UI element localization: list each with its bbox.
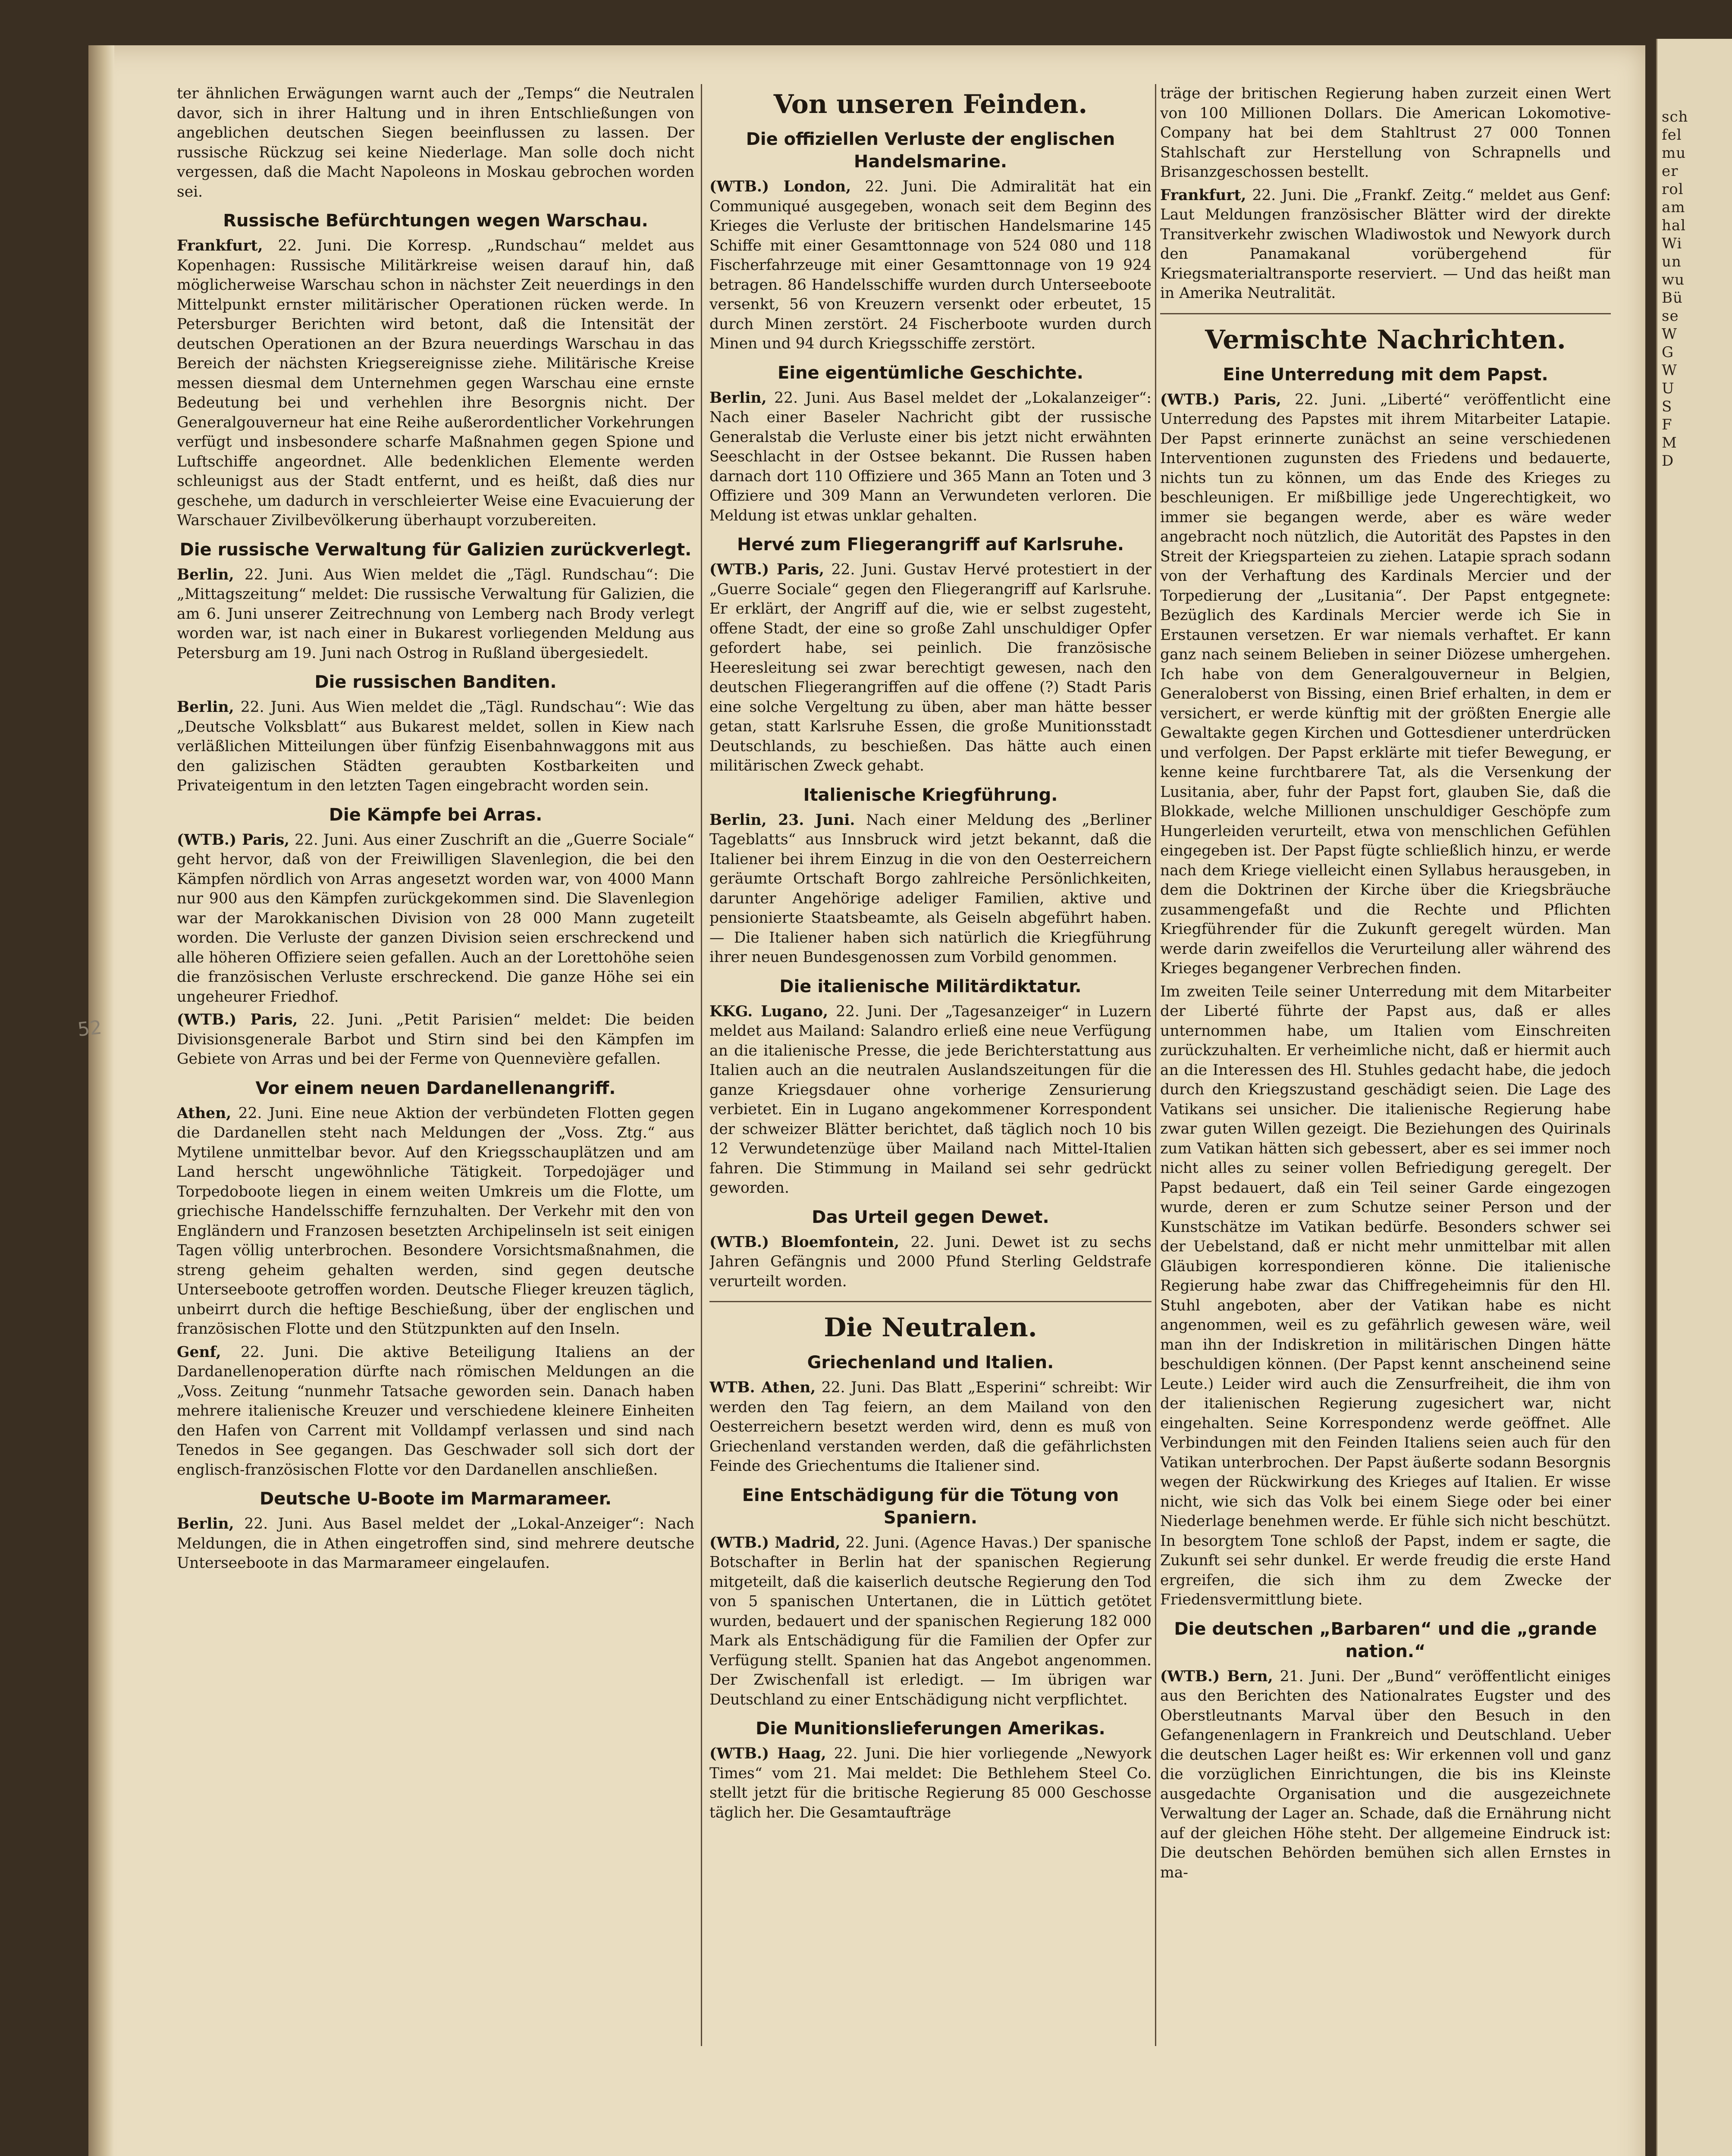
dateline: Berlin, <box>177 566 234 583</box>
article-headline: Eine Entschädigung für die Tötung von Spaniern. <box>742 1485 1119 1528</box>
section-divider <box>1160 313 1611 314</box>
article-headline: Eine eigentümliche Geschichte. <box>778 363 1083 383</box>
article-headline: Vor einem neuen Dardanellenangriff. <box>255 1078 616 1098</box>
paragraph-text: 22. Juni. Die hier vorliegende „Newyork Times“ vom 21. Mai meldet: Die Bethlehem Steel Co. stellt jetzt für die britische Regierung 85 000 Geschosse täglich her. Die Gesamtaufträge <box>709 1745 1152 1821</box>
article-headline: Die offiziellen Verluste der englischen Handelsmarine. <box>746 129 1115 172</box>
article-paragraph <box>177 236 694 531</box>
paragraph-text: 22. Juni. Aus Wien meldet die „Tägl. Rundschau“: Die „Mittagszeitung“ meldet: Die russische Verwaltung für Galizien, die am 6. Juni unserer Zeitrechnung von Lemberg nach Brody verlegt worden war, ist nach einer in Bukarest vorliegenden Meldung aus Petersburg am 19. Juni nach Ostrog in Rußland übergesiedelt. <box>177 566 694 662</box>
column-left <box>177 84 694 2068</box>
section-divider <box>709 1301 1152 1302</box>
paragraph-text: 22. Juni. „Liberté“ veröffentlicht eine Unterredung des Papstes mit ihrem Mitarbeiter Latapie. Der Papst erinnerte zunächst an seine verschiedenen Interventionen zugunsten des Friedens und bedauerte, nichts tun zu können, um das Ende des Krieges zu beschleunigen. Er mißbillige jede Ungerechtigkeit, wo immer sie begangen werde, aber es wäre weder angebracht noch nützlich, die Autorität des Papstes in den Streit der Kriegsparteien zu ziehen. Latapie sprach sodann von der Verhaftung des Kardinals Mercier und der Torpedierung der „Lusitania“. Der Papst entgegnete: Bezüglich des Kardinals Mercier werde ich Sie in Erstaunen versetzen. Er war niemals verhaftet. Er kann ganz nach seinem Belieben in seiner Diözese umhergehen. Ich habe von dem Generalgouverneur in Belgien, Generaloberst von Bissing, einen Brief erhalten, in dem er versichert, er werde künftig mit der größten Energie alle Gewaltakte gegen Kirchen und Gottesdiener unterdrücken und verfolgen. Der Papst erklärte mit tiefer Bewegung, er kenne keine furchtbarere Tat, als die Versenkung der Lusitania, aber, fuhr der Papst fort, glauben Sie, daß die Blokkade, welche Millionen unschuldiger Geschöpfe zum Hungerleiden verurteilt, etwa von menschlichen Gefühlen eingegeben ist. Der Papst fügte schließlich hinzu, er werde nach dem Kriege vielleicht einen Syllabus herausgeben, in dem die Doktrinen der Kirche über die Kriegsbräuche zusammengefaßt und die Rechte und Pflichten Kriegführender für die Zukunft geregelt würden. Man werde darin zweifellos die Verurteilung aller während des Krieges begangener Verbrechen finden. <box>1160 391 1611 977</box>
paragraph-text: 22. Juni. „Petit Parisien“ meldet: Die beiden Divisionsgenerale Barbot und Stirn sind bei den Kämpfen im Gebiete von Arras und bei der Ferme von Quennevière gefallen. <box>177 1011 694 1068</box>
article-headline: Hervé zum Fliegerangriff auf Karlsruhe. <box>737 535 1124 555</box>
dateline: KKG. Lugano, <box>709 1003 828 1020</box>
paragraph-text: träge der britischen Regierung haben zurzeit einen Wert von 100 Millionen Dollars. Die American Lokomotive-Company hat bei dem Stahltrust 27 000 Tonnen Stahlschaft zur Herstellung von Schrapnells und Brisanzgeschossen bestellt. <box>1160 85 1611 181</box>
article-paragraph <box>709 1233 1152 1292</box>
article-paragraph <box>177 830 694 1007</box>
article-headline: Die Kämpfe bei Arras. <box>329 805 543 825</box>
paragraph-text: ter ähnlichen Erwägungen warnt auch der „Temps“ die Neutralen davor, sich in ihrer Haltung und in ihren Entschließungen von angeblichen deutschen Siegen beeinflussen zu lassen. Der russische Rückzug sei keine Niederlage. Man solle doch nicht vergessen, daß die Macht Napoleons in Moskau gebrochen worden sei. <box>177 85 694 201</box>
dateline: (WTB.) London, <box>709 178 851 195</box>
paragraph-text: 22. Juni. Aus Basel meldet der „Lokalanzeiger“: Nach einer Baseler Nachricht gibt der russische Generalstab die Verluste einer bis jetzt nicht erwähnten Seeschlacht in der Ostsee bekannt. Die Russen haben darnach dort 110 Offiziere und 365 Mann an Toten und 3 Offiziere und 309 Mann an Verwundeten verloren. Die Meldung ist etwas unklar gehalten. <box>709 389 1152 524</box>
dateline: (WTB.) Bloemfontein, <box>709 1233 900 1251</box>
dateline: Berlin, <box>709 389 767 407</box>
article-paragraph <box>709 1002 1152 1198</box>
dateline: (WTB.) Paris, <box>1160 391 1281 408</box>
paragraph-text: Im zweiten Teile seiner Unterredung mit dem Mitarbeiter der Liberté führte der Papst aus, daß er alles unternommen habe, um Italien vom Einschreiten zurückzuhalten. Er verheimliche nicht, daß er hiermit auch an die Interessen des Hl. Stuhles gedacht habe, die jedoch durch den Kriegszustand geschädigt seien. Die Lage des Vatikans sei unsicher. Die italienische Regierung habe zwar guten Willen gezeigt. Die Beziehungen des Quirinals zum Vatikan hätten sich gebessert, aber es sei immer noch nicht alles zu seiner vollen Befriedigung geregelt. Der Papst bedauert, daß ein Teil seiner Garde eingezogen wurde, deren er zum Schutze seiner Person und der Kunstschätze im Vatikan bedürfe. Besonders schwer sei der Uebelstand, daß er nicht mehr unmittelbar mit allen Gläubigen korrespondieren könne. Die italienische Regierung habe zwar das Chiffregeheimnis für den Hl. Stuhl angeboten, aber der Vatikan habe es nicht angenommen, weil es zu gefährlich gewesen wäre, weil man ihn der Indiskretion in militärischen Dingen hätte beschuldigen können. (Der Papst kennt anscheinend seine Leute.) Leider wird auch die Zensurfreiheit, die ihm von der italienischen Regierung zugesichert war, nicht eingehalten. Seine Korrespondenz werde geöffnet. Alle Verbindungen mit den Feinden Italiens seien auch für den Vatikan unterbrochen. Der Papst äußerte sodann Besorgnis wegen der Rückwirkung des Krieges auf Italien. Er wisse nicht, wie sich das Volk bei einem Siege oder bei einer Niederlage benehmen werde. Er fühle sich nicht beschützt. In besorgtem Tone schloß der Papst, indem er sagte, die Zukunft sei sehr dunkel. Er werde freudig die erste Hand ergreifen, die sich ihm zu dem Zwecke der Friedensvermittlung biete. <box>1160 983 1611 1608</box>
article-paragraph <box>1160 982 1611 1610</box>
article-headline: Die russische Verwaltung für Galizien zurückverlegt. <box>179 539 692 560</box>
article-paragraph <box>709 811 1152 968</box>
dateline: (WTB.) Haag, <box>709 1745 826 1762</box>
column-rule-2 <box>1155 84 1156 2046</box>
article-paragraph <box>1160 186 1611 304</box>
article-paragraph <box>1160 1667 1611 1883</box>
article-paragraph <box>177 698 694 796</box>
page-binding-edge <box>88 45 114 2156</box>
paragraph-text: 22. Juni. Die Korresp. „Rundschau“ meldet aus Kopenhagen: Russische Militärkreise weisen darauf hin, daß möglicherweise Warschau schon in nächster Zeit neuerdings in den Mittelpunkt ernster militärischer Operationen rücken werde. In Petersburger Berichten wird betont, daß die Intensität der deutschen Operationen an der Bzura neuerdings Warschau in das Bereich der nächsten Kriegsereignisse ziehe. Militärische Kreise messen diesmal dem Unternehmen gegen Warschau eine ernste Bedeutung bei und verhehlen ihre Besorgnis nicht. Der Generalgouverneur hat eine Reihe außerordentlicher Vorkehrungen verfügt und insbesondere scharfe Maßnahmen gegen Spione und Luftschiffe angeordnet. Alle bedenklichen Elemente werden schleunigst aus der Stadt entfernt, und es heißt, daß dies nur geschehe, um dadurch in verschleierter Weise eine Evacuierung der Warschauer Zivilbevölkerung überhaupt vorzubereiten. <box>177 237 694 529</box>
column-rule-1 <box>701 84 702 2046</box>
article-paragraph <box>709 1378 1152 1476</box>
adjacent-page-edge <box>1656 39 1732 2156</box>
pencil-annotation: 52 <box>76 1016 103 1041</box>
dateline: (WTB.) Paris, <box>177 1011 298 1028</box>
dateline: Athen, <box>177 1104 232 1122</box>
article-headline: Deutsche U-Boote im Marmarameer. <box>259 1489 612 1509</box>
paragraph-text: 22. Juni. Das Blatt „Esperini“ schreibt: Wir werden den Tag feiern, an dem Mailand von den Oesterreichern besetzt werden wird, denn es muß von Griechenland verstanden werden, daß die gefährlichsten Feinde des Griechentums die Italiener sind. <box>709 1379 1152 1475</box>
article-headline: Die italienische Militärdiktatur. <box>779 976 1082 997</box>
paragraph-text: 22. Juni. Gustav Hervé protestiert in der „Guerre Sociale“ gegen den Fliegerangriff auf Karlsruhe. Er erklärt, der Angriff auf die, wie er selbst zugesteht, offene Stadt, der eine so große Zahl unschuldiger Opfer gefordert habe, sei peinlich. Die französische Heeresleitung sei zwar berechtigt gewesen, nach den deutschen Fliegerangriffen auf die offene (?) Stadt Paris eine solche Vergeltung zu üben, aber man hätte besser getan, statt Karlsruhe Essen, die große Munitionsstadt Deutschlands, zu beschießen. Das hätte auch einen militärischen Zweck gehabt. <box>709 561 1152 774</box>
article-paragraph <box>177 1104 694 1339</box>
paragraph-text: Nach einer Meldung des „Berliner Tageblatts“ aus Innsbruck wird jetzt bekannt, daß die Italiener bei ihrem Einzug in die von den Oesterreichern geräumte Ortschaft Borgo zahlreiche Persönlichkeiten, darunter Angehörige adeliger Familien, aktive und pensionierte Staatsbeamte, als Geiseln abgeführt haben. — Die Italiener haben sich natürlich die Kriegführung ihrer neuen Bundesgenossen zum Vorbild genommen. <box>709 811 1152 966</box>
paragraph-text: 22. Juni. Aus Wien meldet die „Tägl. Rundschau“: Wie das „Deutsche Volksblatt“ aus Bukarest meldet, sollen in Kiew nach verläßlichen Mitteilungen über fünfzig Eisenbahnwaggons mit aus den galizischen Städten geraubten Kostbarkeiten und Privateigentum in den letzten Tagen eingebracht worden sein. <box>177 699 694 794</box>
dateline: (WTB.) Madrid, <box>709 1534 841 1551</box>
dateline: (WTB.) Bern, <box>1160 1667 1273 1685</box>
article-paragraph <box>177 565 694 664</box>
dateline: (WTB.) Paris, <box>177 831 290 849</box>
dateline: WTB. Athen, <box>709 1379 816 1396</box>
paragraph-text: 22. Juni. Die aktive Beteiligung Italiens an der Dardanellenoperation dürfte nach römischen Meldungen an die „Voss. Zeitung “nunmehr Tatsache geworden sein. Danach haben mehrere italienische Kreuzer und verschiedene kleinere Einheiten den Hafen von Carrent mit Volldampf verlassen und sind nach Tenedos in See gegangen. Das Geschwader soll sich dort der englisch-französischen Flotte vor den Dardanellen anschließen. <box>177 1343 694 1479</box>
article-headline: Russische Befürchtungen wegen Warschau. <box>223 211 648 231</box>
dateline: Berlin, <box>177 1515 234 1532</box>
dateline: Berlin, 23. Juni. <box>709 811 855 829</box>
article-paragraph <box>709 389 1152 526</box>
article-paragraph <box>709 560 1152 776</box>
article-paragraph <box>177 1514 694 1573</box>
dateline: (WTB.) Paris, <box>709 561 824 578</box>
paragraph-text: 21. Juni. Der „Bund“ veröffentlicht einiges aus den Berichten des Nationalrates Eugster und des Oberstleutnants Marval über den Besuch in den Gefangenenlagern in Frankreich und Deutschland. Ueber die deutschen Lager heißt es: Wir erkennen voll und ganz die vorzüglichen Einrichtungen, die bis ins Kleinste ausgedachte Organisation und die ausgezeichnete Verwaltung der Lager an. Schade, daß die Ernährung nicht auf der gleichen Höhe steht. Der allgemeine Eindruck ist: Die deutschen Behörden bemühen sich allen Ernstes in ma- <box>1160 1667 1611 1881</box>
paragraph-text: 22. Juni. Aus Basel meldet der „Lokal-Anzeiger“: Nach Meldungen, die in Athen eingetroffen sind, sind mehrere deutsche Unterseeboote in das Marmarameer eingelaufen. <box>177 1515 694 1572</box>
section-title: Von unseren Feinden. <box>773 89 1088 119</box>
paragraph-text: 22. Juni. Aus einer Zuschrift an die „Guerre Sociale“ geht hervor, daß von der Freiwilligen Slavenlegion, die bei den Kämpfen nördlich von Arras angesetzt worden war, von 4000 Mann nur 900 aus den Kämpfen zurückgekommen sind. Die Slavenlegion war der Marokkanischen Division von 28 000 Mann zugeteilt worden. Die Verluste der ganzen Division seien erschreckend und alle höheren Offiziere seien gefallen. Auch an der Lorettohöhe seien die französischen Verluste erschreckend. Die ganze Höhe sei ein ungeheurer Friedhof. <box>177 831 694 1006</box>
dateline: Frankfurt, <box>1160 186 1246 204</box>
article-paragraph <box>177 1010 694 1069</box>
paragraph-text: 22. Juni. Die Admiralität hat ein Communiqué ausgegeben, wonach seit dem Beginn des Krieges die Verluste der britischen Handelsmarine 145 Schiffe mit einer Gesamttonnage von 524 080 und 118 Fischerfahrzeuge mit einer Gesamttonnage von 19 924 betragen. 86 Handelsschiffe wurden durch Unterseeboote versenkt, 56 von Kreuzern versenkt oder erbeutet, 15 durch Minen zerstört. 24 Fischerboote wurden durch Minen und 94 durch Kriegsschiffe zerstört. <box>709 178 1152 352</box>
article-headline: Eine Unterredung mit dem Papst. <box>1223 364 1548 385</box>
article-headline: Das Urteil gegen Dewet. <box>812 1207 1049 1227</box>
article-paragraph <box>709 1533 1152 1710</box>
dateline: Berlin, <box>177 699 234 716</box>
section-title: Vermischte Nachrichten. <box>1205 324 1566 355</box>
paragraph-text: 22. Juni. Die „Frankf. Zeitg.“ meldet aus Genf: Laut Meldungen französischer Blätter wird der direkte Transitverkehr zwischen Wladiwostok und Newyork durch den Panamakanal vorübergehend für Kriegsmaterialtransporte reserviert. — Und das heißt man in Amerika Neutralität. <box>1160 186 1611 302</box>
article-paragraph <box>709 1744 1152 1823</box>
dateline: Frankfurt, <box>177 237 263 254</box>
article-paragraph <box>709 177 1152 354</box>
article-paragraph <box>1160 390 1611 979</box>
section-title: Die Neutralen. <box>824 1313 1037 1343</box>
paragraph-text: 22. Juni. Eine neue Aktion der verbündeten Flotten gegen die Dardanellen steht nach Meldungen der „Voss. Ztg.“ aus Mytilene unmittelbar bevor. Auf den Kriegsschauplätzen und am Land herscht ungewöhnliche Tätigkeit. Torpedojäger und Torpedoboote liegen in einem weiten Umkreis um die Flotte, um griechische Handelsschiffe fernzuhalten. Der Verkehr mit den von Engländern und Franzosen besetzten Archipelinseln ist seit einigen Tagen völlig unterbrochen. Besondere Vorsichtsmaßnahmen, die streng geheim gehalten werden, sind gegen deutsche Unterseeboote getroffen worden. Deutsche Flieger kreuzen täglich, unbeirrt durch die heftige Beschießung, über der englischen und französischen Flotte und den Stützpunkten auf den Inseln. <box>177 1104 694 1338</box>
article-paragraph <box>1160 84 1611 182</box>
column-middle <box>709 84 1152 2068</box>
paragraph-text: 22. Juni. Der „Tagesanzeiger“ in Luzern meldet aus Mailand: Salandro erließ eine neue Verfügung an die italienische Presse, die jede Berichterstattung aus Italien auch an die neutralen Auslandszeitungen für die ganze Kriegsdauer ohne vorherige Zensurierung verbietet. Ein in Lugano angekommener Korrespondent der schweizer Blätter berichtet, daß täglich noch 10 bis 12 Verwundetenzüge über Mailand nach Mittel-Italien fahren. Die Stimmung in Mailand sei sehr gedrückt geworden. <box>709 1003 1152 1197</box>
column-right <box>1160 84 1611 2068</box>
article-headline: Die Munitionslieferungen Amerikas. <box>756 1719 1105 1739</box>
article-headline: Die russischen Banditen. <box>314 672 557 692</box>
dateline: Genf, <box>177 1343 221 1361</box>
article-paragraph <box>177 1343 694 1480</box>
paragraph-text: 22. Juni. (Agence Havas.) Der spanische Botschafter in Berlin hat der spanischen Regierung mitgeteilt, daß die kaiserlich deutsche Regierung den Tod von 5 spanischen Untertanen, die in Lüttich getötet wurden, bedauert und der spanischen Regierung 182 000 Mark als Entschädigung für die Familien der Opfer zur Verfügung stellt. Spanien hat das Angebot angenommen. Der Zwischenfall ist erledigt. — Im übrigen war Deutschland zu einer Entschädigung nicht verpflichtet. <box>709 1534 1152 1708</box>
article-headline: Griechenland und Italien. <box>807 1353 1054 1373</box>
article-headline: Italienische Kriegführung. <box>803 785 1058 805</box>
article-headline: Die deutschen „Barbaren“ und die „grande nation.“ <box>1174 1619 1597 1661</box>
article-paragraph <box>177 84 694 202</box>
adjacent-page-text: sch fel mu er rol am hal Wi un wu Bü se W G W U S F M D <box>1662 108 1688 470</box>
paragraph-text: 22. Juni. Dewet ist zu sechs Jahren Gefängnis und 2000 Pfund Sterling Geldstrafe verurteilt worden. <box>709 1233 1152 1290</box>
